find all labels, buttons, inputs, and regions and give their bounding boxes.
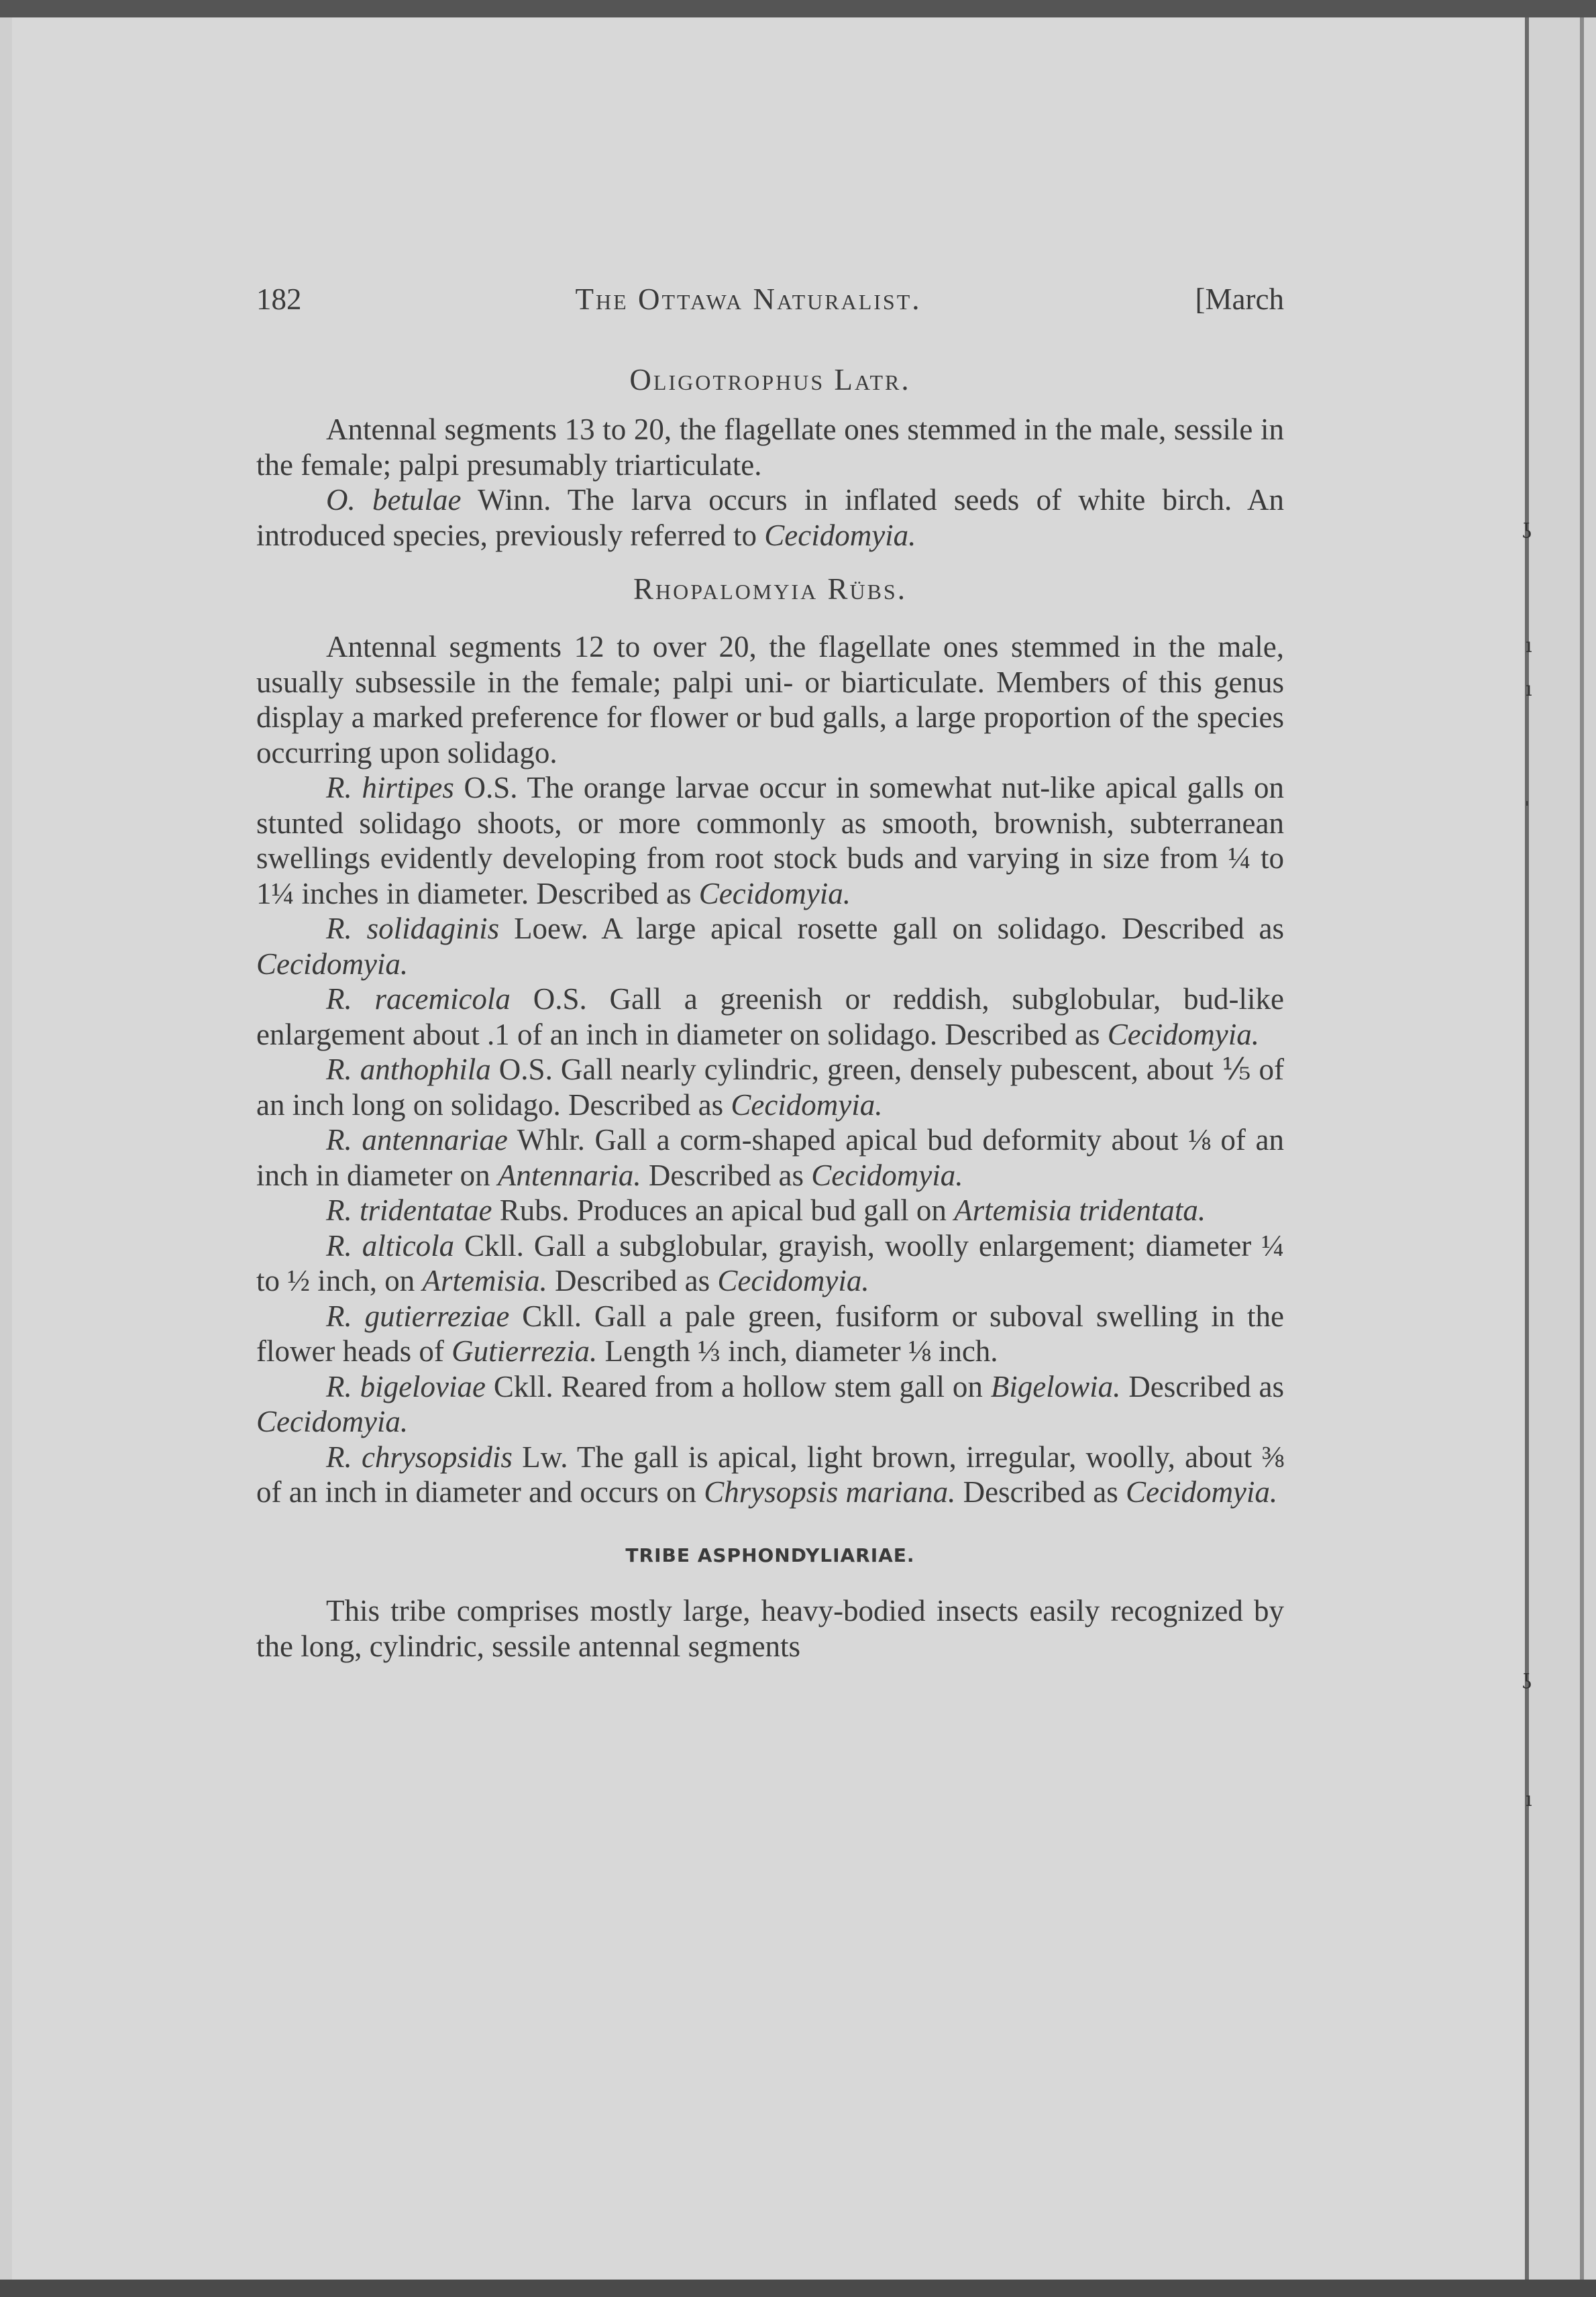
species-text: Gall a subglobular, grayish, woolly enlargement; diameter ¼ to ½ inch, on [256,1228,1284,1297]
species-text: Gall a corm-shaped apical bud deformity about ⅛ of an inch in diameter on [256,1123,1285,1192]
genus-ref: Cecidomyia. [1125,1475,1278,1509]
running-head [256,282,1284,322]
species-author: Whlr. [517,1123,585,1157]
species-entry [256,1193,1284,1228]
species-text: Described as [554,1264,710,1297]
host-plant: Chrysopsis mariana. [704,1475,956,1509]
species-text: Described as [963,1475,1118,1509]
adjacent-page-edge [1580,17,1584,2280]
species-author: Ckll. [493,1369,553,1403]
host-plant: Antennaria. [497,1158,641,1192]
host-plant: Gutierrezia. [451,1334,598,1368]
page-body [256,282,1284,1664]
tribe-heading: TRIBE ASPHONDYLIARIAE. [625,1544,915,1566]
genus-heading-rhopalomyia: Rhopalomyia Rübs. [633,572,907,606]
species-name: R. hirtipes [326,771,454,804]
species-author: Ckll. [464,1228,524,1263]
issue-month: [March [1195,282,1284,316]
genus-ref: Cecidomyia. [811,1158,963,1192]
species-text: The larva occurs in inflated seeds of white birch. An introduced species, previously referred to [256,483,1285,552]
margin-mark: ı [1526,634,1532,657]
species-entry [256,1440,1284,1510]
species-author: Ckll. [522,1299,582,1333]
host-plant: Artemisia tridentata. [954,1193,1206,1227]
species-text: Produces an apical bud gall on [576,1193,947,1227]
genus-ref: Cecidomyia. [717,1264,869,1297]
species-text: Gall nearly cylindric, green, densely pubescent, about ⅕ of an inch long on solidago. Described as [256,1053,1285,1122]
species-name: R. anthophila [326,1053,491,1086]
genus-description: Antennal segments 13 to 20, the flagellate ones stemmed in the male, sessile in the female; palpi presumably triarticulate. [256,413,1284,482]
genus-ref: Cecidomyia. [1107,1017,1259,1051]
species-name: R. chrysopsidis [326,1440,513,1474]
genus-ref: Cecidomyia. [256,1405,409,1438]
page-number: 182 [256,282,302,316]
species-author: Rubs. [499,1193,570,1227]
margin-mark: ʖ [1522,520,1533,543]
genus-ref: Cecidomyia. [731,1087,883,1122]
scan-bottom-border [0,2280,1596,2297]
species-author: O.S. [464,771,518,804]
species-entry [256,770,1284,911]
host-plant: Bigelowia. [990,1369,1121,1403]
species-text: Gall a greenish or reddish, subglobular, bud-like enlargement about .1 of an inch in diameter on solidago. Described as [256,982,1285,1051]
species-name: R. solidaginis [326,912,500,945]
species-entry [256,1299,1284,1369]
species-text: Described as [1128,1369,1285,1403]
genus-description: Antennal segments 12 to over 20, the flagellate ones stemmed in the male, usually subsessile in the female; palpi uni- or biarticulate. Members of this genus display a marked preference for flower or bud galls, a large proportion of the species occurring upon solidago. [256,630,1284,769]
species-author: O.S. [498,1053,553,1086]
scan-top-border [0,0,1596,17]
species-text: The orange larvae occur in somewhat nut-like apical galls on stunted solidago shoots, or more commonly as smooth, brownish, subterranean swellings evidently developing from root stock buds and varying in size from ¼ to 1¼ inches in diameter. Described as [256,771,1285,910]
journal-title: The Ottawa Naturalist. [575,282,922,316]
margin-mark: ı [1526,1788,1532,1811]
species-name: R. alticola [326,1228,455,1263]
species-entry [256,981,1284,1052]
margin-mark: ı [1526,678,1532,701]
species-text: A large apical rosette gall on solidago. Described as [601,912,1284,945]
tribe-description: This tribe comprises mostly large, heavy-bodied insects easily recognized by the long, cylindric, sessile antennal segments [256,1594,1284,1663]
species-name: R. bigeloviae [326,1369,486,1403]
genus-ref: Cecidomyia. [764,518,916,552]
species-text: Described as [648,1158,804,1192]
species-entry [256,1052,1284,1122]
species-text: The gall is apical, light brown, irregular, woolly, about ⅜ of an inch in diameter and occurs on [256,1440,1285,1509]
species-text: Length ⅓ inch, diameter ⅛ inch. [604,1334,998,1368]
species-name: R. antennariae [326,1123,508,1157]
margin-mark: ʖ [1522,1670,1533,1694]
species-entry [256,911,1284,981]
genus-ref: Cecidomyia. [698,876,851,910]
species-author: Winn. [477,483,551,517]
species-author: Loew. [514,912,588,945]
species-entry [256,1122,1284,1193]
host-plant: Artemisia. [422,1264,547,1297]
species-text: Reared from a hollow stem gall on [561,1369,983,1403]
genus-heading-oligotrophus: Oligotrophus Latr. [629,363,911,396]
species-entry [256,1369,1284,1440]
species-author: Lw. [522,1440,568,1474]
species-entry [256,1228,1284,1299]
species-text: Gall a pale green, fusiform or suboval swelling in the flower heads of [256,1299,1285,1368]
species-name: R. gutierreziae [326,1299,510,1333]
margin-mark: ˈ [1524,798,1530,822]
species-name: O. betulae [326,483,462,517]
adjacent-page-strip [1529,17,1596,2280]
species-entry [256,482,1284,553]
species-name: R. racemicola [326,982,511,1016]
genus-ref: Cecidomyia. [256,947,409,981]
species-author: O.S. [533,982,587,1016]
species-name: R. tridentatae [326,1193,492,1227]
